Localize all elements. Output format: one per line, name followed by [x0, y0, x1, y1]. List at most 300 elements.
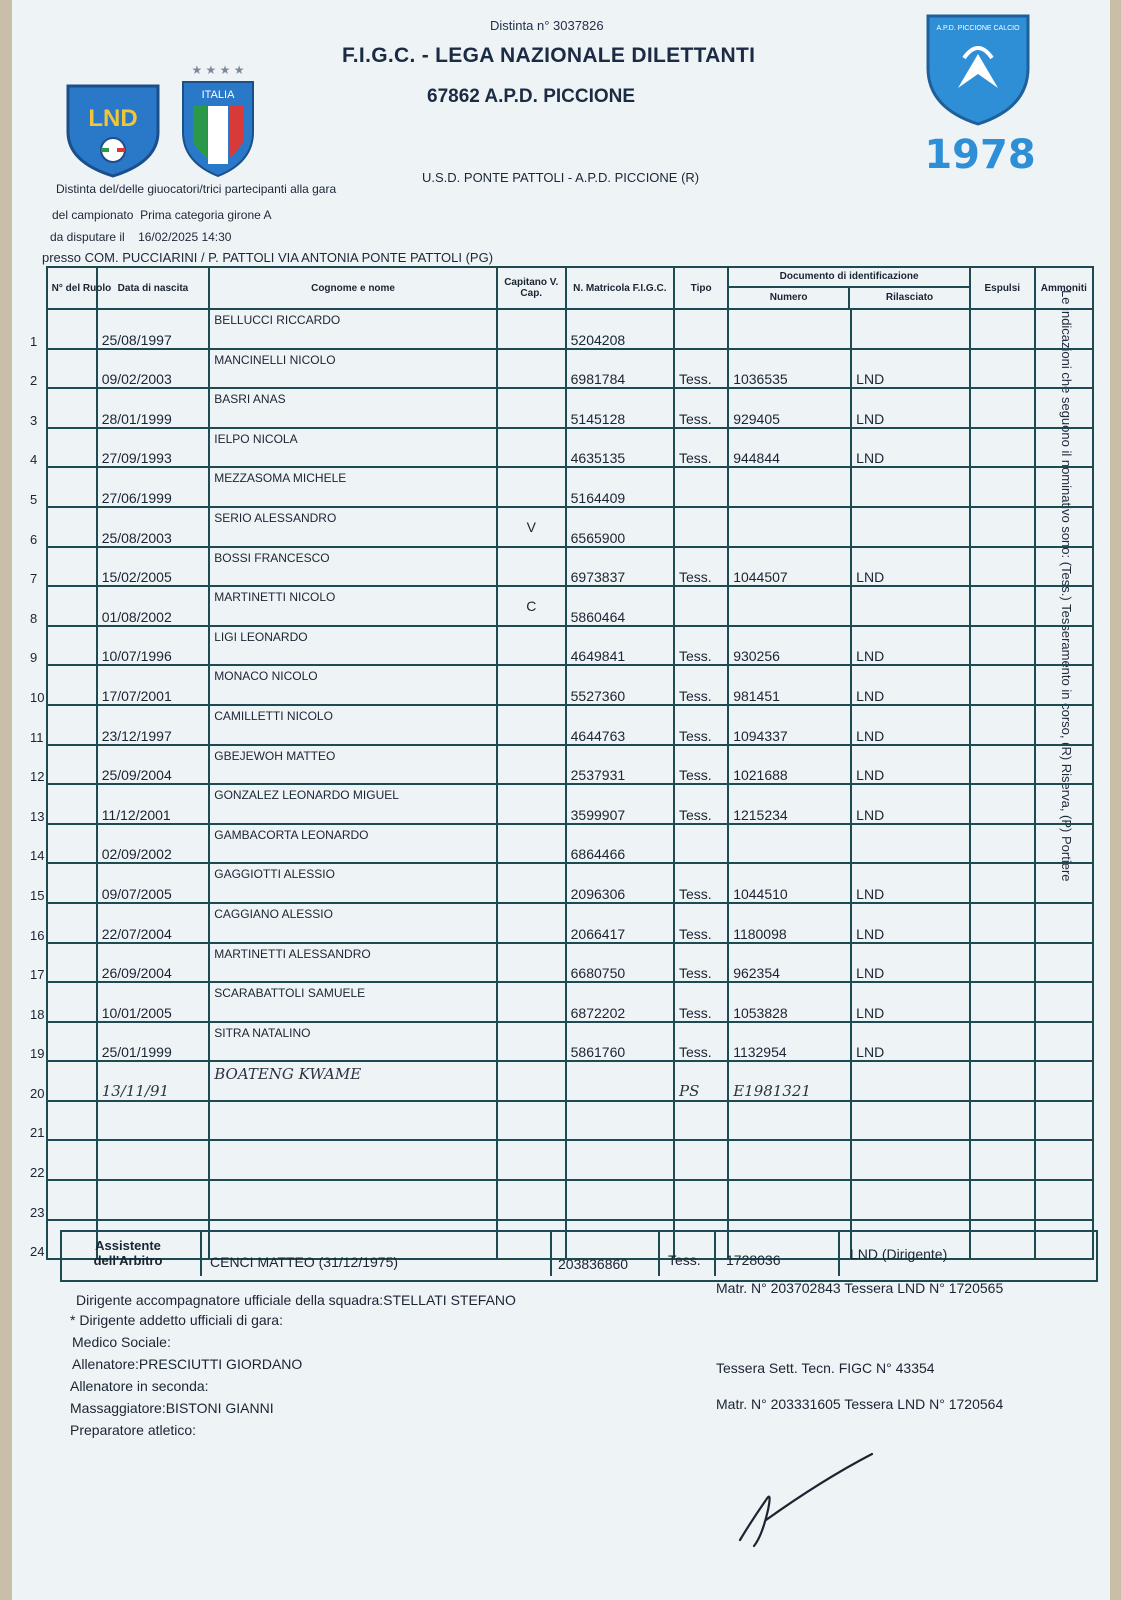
- assistant-name: CENCI MATTEO (31/12/1975): [210, 1254, 399, 1270]
- assistant-numero: 1728036: [726, 1252, 781, 1268]
- assistant-divider-3: [658, 1232, 660, 1276]
- header-ammoniti: Ammoniti: [1035, 267, 1093, 309]
- cell-captain: [497, 665, 566, 705]
- staff-right-matr-2: Matr. N° 203331605 Tessera LND N° 1720564: [716, 1396, 1004, 1412]
- row-number: 9: [30, 650, 38, 666]
- staff-right-matr-1: Matr. N° 203702843 Tessera LND N° 1720565: [716, 1280, 1004, 1296]
- cell-captain: [497, 784, 566, 824]
- cell-birth: 01/08/2002: [97, 586, 210, 626]
- cell-name: MARTINETTI NICOLO: [209, 586, 497, 626]
- cell-espulsi: [970, 1140, 1035, 1180]
- svg-text:★ ★ ★ ★: ★ ★ ★ ★: [191, 63, 245, 77]
- lnd-logo-icon: [64, 82, 162, 178]
- cell-birth: 27/06/1999: [97, 467, 210, 507]
- cell-ammoniti: [1035, 863, 1093, 903]
- cell-tipo: Tess.: [674, 784, 728, 824]
- cell-numero: 1180098: [728, 903, 851, 943]
- header-numero: Numero: [729, 288, 850, 308]
- table-row: [30, 1101, 1093, 1141]
- cell-name: LIGI LEONARDO: [209, 626, 497, 666]
- assistant-divider-5: [838, 1232, 840, 1276]
- cell-espulsi: [970, 626, 1035, 666]
- cell-ruolo: [47, 1061, 97, 1101]
- cell-birth: 10/01/2005: [97, 982, 210, 1022]
- cell-tipo: [674, 467, 728, 507]
- signature-icon: [732, 1440, 892, 1550]
- distinta-number: Distinta n° 3037826: [490, 18, 604, 33]
- match-sheet-paper: [12, 0, 1110, 1600]
- cell-captain: [497, 1022, 566, 1062]
- table-row: [30, 1061, 1093, 1101]
- table-row: [30, 467, 1093, 507]
- cell-birth: 10/07/1996: [97, 626, 210, 666]
- cell-rilasciato: LND: [851, 784, 970, 824]
- table-row: [30, 388, 1093, 428]
- assistant-divider: [200, 1232, 202, 1276]
- cell-name: [209, 1180, 497, 1220]
- cell-tipo: Tess.: [674, 626, 728, 666]
- row-number: 14: [30, 848, 45, 864]
- cell-espulsi: [970, 309, 1035, 349]
- table-header: [30, 267, 1093, 309]
- cell-captain: [497, 547, 566, 587]
- cell-ruolo: [47, 784, 97, 824]
- cell-name: MEZZASOMA MICHELE: [209, 467, 497, 507]
- table-row: [30, 745, 1093, 785]
- cell-numero: 1021688: [728, 745, 851, 785]
- cell-numero: [728, 467, 851, 507]
- row-number: 22: [30, 1165, 45, 1181]
- cell-tipo: Tess.: [674, 982, 728, 1022]
- cell-ammoniti: [1035, 705, 1093, 745]
- cell-rilasciato: LND: [851, 863, 970, 903]
- cell-numero: [728, 586, 851, 626]
- header-tipo: Tipo: [674, 267, 728, 309]
- cell-rilasciato: LND: [851, 626, 970, 666]
- match-label: Distinta del/delle giuocatori/trici partecipanti alla gara: [56, 182, 337, 196]
- cell-rilasciato: [851, 586, 970, 626]
- cell-rilasciato: [851, 824, 970, 864]
- cell-numero: E1981321: [728, 1061, 851, 1101]
- cell-tipo: [674, 1101, 728, 1141]
- cell-matricola: 4644763: [566, 705, 674, 745]
- cell-tipo: Tess.: [674, 705, 728, 745]
- cell-birth: 23/12/1997: [97, 705, 210, 745]
- apd-logo-text: A.P.D. PICCIONE CALCIO: [936, 25, 1020, 32]
- italia-logo-text: ITALIA: [201, 89, 235, 101]
- cell-birth: 26/09/2004: [97, 943, 210, 983]
- staff-right-tessera: Tessera Sett. Tecn. FIGC N° 43354: [716, 1360, 935, 1376]
- cell-ruolo: [47, 824, 97, 864]
- table-row: [30, 784, 1093, 824]
- assistant-tipo: Tess.: [668, 1252, 701, 1268]
- cell-ruolo: [47, 309, 97, 349]
- cell-birth: 27/09/1993: [97, 428, 210, 468]
- cell-captain: [497, 428, 566, 468]
- cell-name: IELPO NICOLA: [209, 428, 497, 468]
- cell-birth: 02/09/2002: [97, 824, 210, 864]
- cell-captain: [497, 349, 566, 389]
- cell-espulsi: [970, 586, 1035, 626]
- cell-name: [209, 1140, 497, 1180]
- cell-espulsi: [970, 1061, 1035, 1101]
- staff-dirigente-addetto: * Dirigente addetto ufficiali di gara:: [70, 1312, 283, 1328]
- cell-tipo: PS: [674, 1061, 728, 1101]
- cell-matricola: [566, 1101, 674, 1141]
- cell-rilasciato: LND: [851, 665, 970, 705]
- cell-matricola: [566, 1140, 674, 1180]
- cell-ruolo: [47, 507, 97, 547]
- cell-captain: [497, 863, 566, 903]
- cell-matricola: 6973837: [566, 547, 674, 587]
- table-row: [30, 507, 1093, 547]
- cell-name: MONACO NICOLO: [209, 665, 497, 705]
- cell-espulsi: [970, 507, 1035, 547]
- cell-numero: [728, 507, 851, 547]
- cell-numero: 1044507: [728, 547, 851, 587]
- cell-espulsi: [970, 1101, 1035, 1141]
- cell-ruolo: [47, 349, 97, 389]
- cell-captain: [497, 626, 566, 666]
- cell-rilasciato: [851, 1061, 970, 1101]
- row-number: 19: [30, 1046, 45, 1062]
- cell-captain: C: [497, 586, 566, 626]
- lnd-logo-text: LND: [88, 105, 138, 132]
- table-row: [30, 665, 1093, 705]
- cell-name: GBEJEWOH MATTEO: [209, 745, 497, 785]
- cell-captain: [497, 903, 566, 943]
- cell-numero: 930256: [728, 626, 851, 666]
- cell-tipo: [674, 824, 728, 864]
- cell-ruolo: [47, 388, 97, 428]
- cell-numero: [728, 1101, 851, 1141]
- cell-ammoniti: [1035, 665, 1093, 705]
- cell-tipo: Tess.: [674, 863, 728, 903]
- federation-title: F.I.G.C. - LEGA NAZIONALE DILETTANTI: [342, 44, 756, 67]
- cell-birth: [97, 1140, 210, 1180]
- cell-ruolo: [47, 626, 97, 666]
- row-number: 16: [30, 927, 45, 943]
- row-number: 7: [30, 571, 38, 587]
- cell-espulsi: [970, 863, 1035, 903]
- date-value: 16/02/2025 14:30: [138, 230, 232, 244]
- cell-rilasciato: LND: [851, 705, 970, 745]
- cell-captain: [497, 309, 566, 349]
- staff-massaggiatore: Massaggiatore:BISTONI GIANNI: [70, 1400, 274, 1416]
- cell-birth: 13/11/91: [97, 1061, 210, 1101]
- table-row: [30, 1022, 1093, 1062]
- cell-ruolo: [47, 467, 97, 507]
- cell-rilasciato: [851, 467, 970, 507]
- row-number: 8: [30, 610, 38, 626]
- cell-birth: [97, 1101, 210, 1141]
- cell-matricola: 6872202: [566, 982, 674, 1022]
- cell-ruolo: [47, 943, 97, 983]
- cell-captain: [497, 1140, 566, 1180]
- cell-tipo: [674, 1140, 728, 1180]
- cell-tipo: Tess.: [674, 388, 728, 428]
- cell-matricola: 6565900: [566, 507, 674, 547]
- cell-rilasciato: LND: [851, 349, 970, 389]
- cell-matricola: 5860464: [566, 586, 674, 626]
- row-number: 15: [30, 887, 45, 903]
- cell-espulsi: [970, 665, 1035, 705]
- cell-espulsi: [970, 1022, 1035, 1062]
- cell-name: BOATENG KWAME: [209, 1061, 497, 1101]
- cell-ammoniti: [1035, 784, 1093, 824]
- cell-ammoniti: [1035, 309, 1093, 349]
- cell-tipo: Tess.: [674, 428, 728, 468]
- assistant-divider-2: [550, 1232, 552, 1276]
- row-number: 13: [30, 808, 45, 824]
- club-title: 67862 A.P.D. PICCIONE: [427, 86, 636, 107]
- cell-matricola: 6981784: [566, 349, 674, 389]
- cell-rilasciato: LND: [851, 388, 970, 428]
- staff-dirigente-accompagnatore: Dirigente accompagnatore ufficiale della squadra:STELLATI STEFANO: [76, 1292, 516, 1308]
- row-number: 21: [30, 1125, 45, 1141]
- cell-name: GONZALEZ LEONARDO MIGUEL: [209, 784, 497, 824]
- cell-numero: 1053828: [728, 982, 851, 1022]
- cell-rilasciato: LND: [851, 903, 970, 943]
- table-row: [30, 547, 1093, 587]
- cell-name: CAGGIANO ALESSIO: [209, 903, 497, 943]
- cell-numero: 944844: [728, 428, 851, 468]
- table-row: [30, 349, 1093, 389]
- cell-captain: [497, 388, 566, 428]
- cell-rilasciato: [851, 1101, 970, 1141]
- cell-ammoniti: [1035, 428, 1093, 468]
- players-table: [30, 266, 1094, 1260]
- cell-ammoniti: [1035, 943, 1093, 983]
- table-row: [30, 428, 1093, 468]
- cell-tipo: Tess.: [674, 349, 728, 389]
- cell-matricola: 2537931: [566, 745, 674, 785]
- table-row: [30, 309, 1093, 349]
- cell-rilasciato: [851, 309, 970, 349]
- italia-logo-icon: [177, 62, 259, 180]
- table-body: [30, 309, 1093, 1259]
- cell-matricola: 5527360: [566, 665, 674, 705]
- cell-ammoniti: [1035, 824, 1093, 864]
- cell-ruolo: [47, 705, 97, 745]
- cell-birth: 09/07/2005: [97, 863, 210, 903]
- cell-birth: 25/09/2004: [97, 745, 210, 785]
- cell-captain: [497, 467, 566, 507]
- cell-captain: [497, 1101, 566, 1141]
- assistant-matricola: 203836860: [558, 1256, 629, 1272]
- cell-ruolo: [47, 903, 97, 943]
- table-row: [30, 943, 1093, 983]
- assistant-rilasciato: LND (Dirigente): [850, 1246, 948, 1262]
- cell-tipo: Tess.: [674, 745, 728, 785]
- row-number: 24: [30, 1244, 45, 1260]
- cell-rilasciato: LND: [851, 428, 970, 468]
- cell-ruolo: [47, 863, 97, 903]
- header-name: Cognome e nome: [209, 267, 497, 309]
- cell-ruolo: [47, 1101, 97, 1141]
- staff-medico: Medico Sociale:: [72, 1334, 171, 1350]
- cell-espulsi: [970, 943, 1035, 983]
- cell-tipo: Tess.: [674, 903, 728, 943]
- cell-tipo: Tess.: [674, 547, 728, 587]
- cell-ruolo: [47, 1022, 97, 1062]
- row-number: 4: [30, 452, 38, 468]
- row-number: 20: [30, 1085, 45, 1101]
- staff-preparatore: Preparatore atletico:: [70, 1422, 197, 1438]
- cell-ruolo: [47, 428, 97, 468]
- cell-espulsi: [970, 824, 1035, 864]
- cell-espulsi: [970, 428, 1035, 468]
- championship-row: del campionato Prima categoria girone A: [52, 208, 272, 222]
- championship-value: Prima categoria girone A: [140, 208, 272, 222]
- cell-numero: 1094337: [728, 705, 851, 745]
- cell-numero: 1215234: [728, 784, 851, 824]
- cell-captain: [497, 745, 566, 785]
- table-row: [30, 903, 1093, 943]
- cell-tipo: Tess.: [674, 943, 728, 983]
- cell-ruolo: [47, 1140, 97, 1180]
- cell-espulsi: [970, 982, 1035, 1022]
- cell-captain: [497, 705, 566, 745]
- cell-name: BASRI ANAS: [209, 388, 497, 428]
- cell-rilasciato: [851, 507, 970, 547]
- cell-matricola: [566, 1061, 674, 1101]
- header-ruolo: N° del Ruolo: [47, 267, 97, 309]
- row-number: 17: [30, 967, 45, 983]
- cell-rilasciato: LND: [851, 1022, 970, 1062]
- cell-rilasciato: LND: [851, 745, 970, 785]
- cell-birth: [97, 1180, 210, 1220]
- cell-espulsi: [970, 349, 1035, 389]
- venue-row: presso COM. PUCCIARINI / P. PATTOLI VIA ANTONIA PONTE PATTOLI (PG): [42, 250, 494, 265]
- cell-numero: [728, 1140, 851, 1180]
- cell-ammoniti: [1035, 1022, 1093, 1062]
- cell-tipo: [674, 1180, 728, 1220]
- cell-matricola: 2066417: [566, 903, 674, 943]
- header-espulsi: Espulsi: [970, 267, 1035, 309]
- cell-matricola: [566, 1180, 674, 1220]
- apd-piccione-logo-icon: [920, 8, 1036, 178]
- cell-numero: 981451: [728, 665, 851, 705]
- cell-tipo: Tess.: [674, 665, 728, 705]
- table-row: [30, 982, 1093, 1022]
- cell-matricola: 2096306: [566, 863, 674, 903]
- cell-ammoniti: [1035, 982, 1093, 1022]
- cell-matricola: 4649841: [566, 626, 674, 666]
- cell-ammoniti: [1035, 467, 1093, 507]
- staff-allenatore: Allenatore:PRESCIUTTI GIORDANO: [72, 1356, 303, 1372]
- cell-birth: 25/08/1997: [97, 309, 210, 349]
- cell-captain: [497, 943, 566, 983]
- cell-rilasciato: LND: [851, 982, 970, 1022]
- header-birth: Data di nascita: [97, 267, 210, 309]
- cell-rilasciato: LND: [851, 943, 970, 983]
- cell-name: MANCINELLI NICOLO: [209, 349, 497, 389]
- venue-value: COM. PUCCIARINI / P. PATTOLI VIA ANTONIA PONTE PATTOLI (PG): [84, 250, 494, 265]
- table-row: [30, 1180, 1093, 1220]
- cell-birth: 22/07/2004: [97, 903, 210, 943]
- date-row: da disputare il 16/02/2025 14:30: [50, 230, 232, 244]
- row-number: 3: [30, 412, 38, 428]
- cell-name: SERIO ALESSANDRO: [209, 507, 497, 547]
- cell-rilasciato: [851, 1140, 970, 1180]
- cell-name: MARTINETTI ALESSANDRO: [209, 943, 497, 983]
- header-rilasciato: Rilasciato: [885, 292, 934, 303]
- table-row: [30, 824, 1093, 864]
- row-number: 1: [30, 333, 38, 349]
- cell-espulsi: [970, 547, 1035, 587]
- assistant-divider-4: [714, 1232, 716, 1276]
- table-row: [30, 586, 1093, 626]
- cell-ruolo: [47, 1180, 97, 1220]
- cell-name: BOSSI FRANCESCO: [209, 547, 497, 587]
- cell-name: SCARABATTOLI SAMUELE: [209, 982, 497, 1022]
- cell-ruolo: [47, 665, 97, 705]
- cell-ammoniti: [1035, 626, 1093, 666]
- side-note: Le indicazioni che seguono il nominativo sono: (Tess.) Tesseramento in corso, (R) Riserva, (P) Portiere: [1059, 290, 1074, 882]
- cell-birth: 25/01/1999: [97, 1022, 210, 1062]
- cell-ammoniti: [1035, 586, 1093, 626]
- cell-tipo: [674, 309, 728, 349]
- cell-matricola: 5204208: [566, 309, 674, 349]
- cell-ammoniti: [1035, 349, 1093, 389]
- cell-numero: 1036535: [728, 349, 851, 389]
- cell-rilasciato: LND: [851, 547, 970, 587]
- row-number: 10: [30, 689, 45, 705]
- cell-matricola: 3599907: [566, 784, 674, 824]
- cell-ruolo: [47, 586, 97, 626]
- cell-espulsi: [970, 745, 1035, 785]
- cell-ruolo: [47, 547, 97, 587]
- cell-numero: [728, 1180, 851, 1220]
- cell-espulsi: [970, 903, 1035, 943]
- cell-matricola: 6864466: [566, 824, 674, 864]
- cell-tipo: Tess.: [674, 1022, 728, 1062]
- row-number: 11: [30, 729, 44, 745]
- cell-numero: [728, 309, 851, 349]
- assistant-row: [60, 1230, 1098, 1282]
- row-number: 2: [30, 373, 38, 389]
- cell-espulsi: [970, 784, 1035, 824]
- cell-birth: 17/07/2001: [97, 665, 210, 705]
- table-row: [30, 1140, 1093, 1180]
- match-teams: U.S.D. PONTE PATTOLI - A.P.D. PICCIONE (R): [422, 170, 700, 185]
- cell-ammoniti: [1035, 1180, 1093, 1220]
- cell-captain: [497, 1180, 566, 1220]
- cell-numero: [728, 824, 851, 864]
- cell-name: GAMBACORTA LEONARDO: [209, 824, 497, 864]
- header-captain: Capitano V. Cap.: [497, 267, 566, 309]
- cell-matricola: 5145128: [566, 388, 674, 428]
- cell-espulsi: [970, 467, 1035, 507]
- cell-tipo: [674, 586, 728, 626]
- cell-espulsi: [970, 1180, 1035, 1220]
- cell-ammoniti: [1035, 745, 1093, 785]
- staff-allenatore-seconda: Allenatore in seconda:: [70, 1378, 209, 1394]
- cell-birth: 09/02/2003: [97, 349, 210, 389]
- header-document: [728, 267, 970, 309]
- row-number: 18: [30, 1006, 45, 1022]
- cell-name: GAGGIOTTI ALESSIO: [209, 863, 497, 903]
- cell-ruolo: [47, 982, 97, 1022]
- cell-birth: 15/02/2005: [97, 547, 210, 587]
- cell-espulsi: [970, 388, 1035, 428]
- cell-matricola: 5861760: [566, 1022, 674, 1062]
- row-number: 6: [30, 531, 38, 547]
- cell-espulsi: [970, 705, 1035, 745]
- cell-birth: 11/12/2001: [97, 784, 210, 824]
- cell-name: SITRA NATALINO: [209, 1022, 497, 1062]
